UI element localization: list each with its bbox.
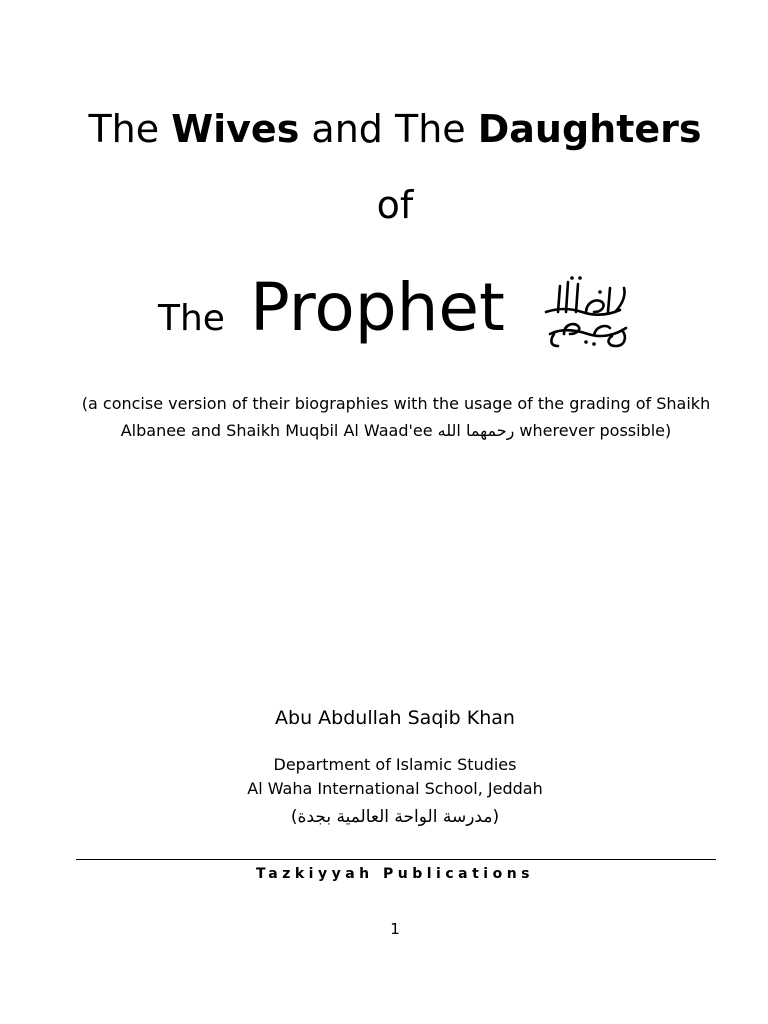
title-word-prophet: Prophet (250, 269, 505, 346)
title-line-1 (0, 104, 768, 154)
title-line-3 (158, 266, 678, 356)
title-text-the-small: The (158, 298, 225, 339)
page-number: 1 (390, 920, 400, 938)
salutation-calligraphy-icon (536, 272, 636, 350)
publisher-name: Tazkiyyah Publications (256, 866, 534, 882)
title-text-the: The (88, 107, 172, 151)
title-text-and-the: and The (299, 107, 478, 151)
subtitle-line-2: Albanee and Shaikh Muqbil Al Waad'ee رحمهما الله wherever possible) (120, 421, 672, 440)
subtitle (60, 390, 732, 444)
department-name: Department of Islamic Studies (273, 755, 517, 774)
horizontal-divider (76, 859, 716, 860)
title-word-wives: Wives (171, 107, 300, 151)
title-line-2: of (376, 183, 414, 227)
school-name-arabic: (مدرسة الواحة العالمية بجدة) (290, 807, 500, 827)
school-name: Al Waha International School, Jeddah (247, 779, 543, 798)
author-name: Abu Abdullah Saqib Khan (275, 707, 515, 729)
subtitle-line-1: (a concise version of their biographies with the usage of the grading of Shaikh (81, 394, 711, 413)
title-word-daughters: Daughters (477, 107, 702, 151)
